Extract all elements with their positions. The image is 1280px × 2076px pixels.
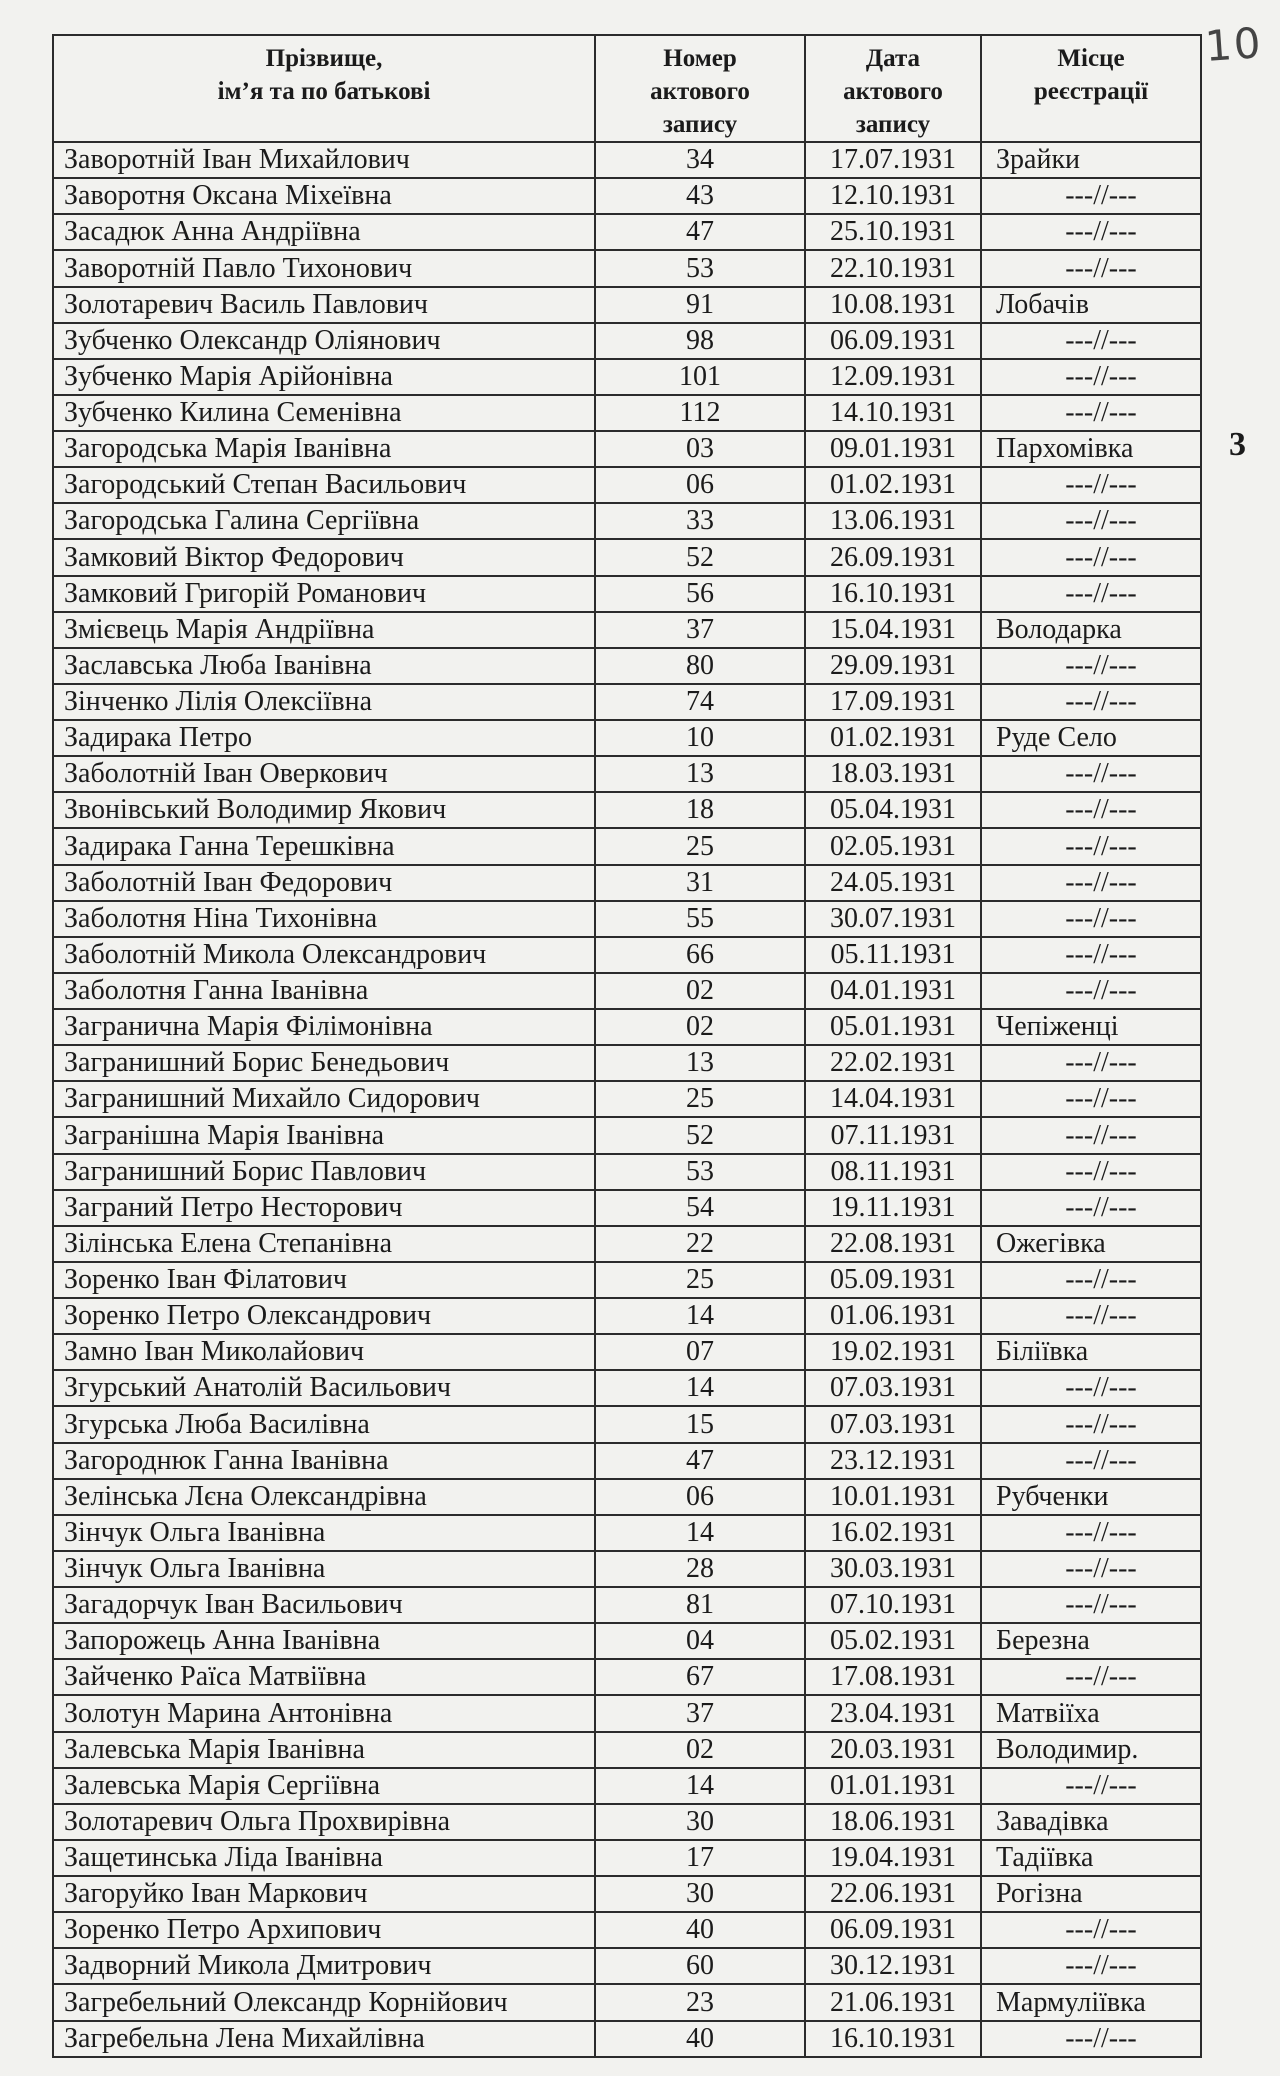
cell-record-date: 07.03.1931 <box>805 1370 981 1406</box>
table-row <box>53 1117 1201 1153</box>
cell-record-date: 24.05.1931 <box>805 865 981 901</box>
table-row <box>53 1804 1201 1840</box>
cell-place: Володимир. <box>981 1732 1201 1768</box>
cell-place: Березна <box>981 1623 1201 1659</box>
cell-name: Задирака Петро <box>53 720 595 756</box>
table-row <box>53 1984 1201 2020</box>
cell-name: Засадюк Анна Андріївна <box>53 214 595 250</box>
cell-record-date: 07.03.1931 <box>805 1406 981 1442</box>
cell-place: Лобачів <box>981 287 1201 323</box>
table-row <box>53 1840 1201 1876</box>
table-row <box>53 1262 1201 1298</box>
cell-record-date: 20.03.1931 <box>805 1732 981 1768</box>
table-row <box>53 1479 1201 1515</box>
cell-place: ---//--- <box>981 1081 1201 1117</box>
table-row <box>53 1515 1201 1551</box>
cell-record-date: 06.09.1931 <box>805 323 981 359</box>
cell-record-date: 01.01.1931 <box>805 1768 981 1804</box>
cell-record-number: 53 <box>595 1154 805 1190</box>
cell-name: Заворотній Іван Михайлович <box>53 142 595 178</box>
cell-record-date: 16.10.1931 <box>805 576 981 612</box>
cell-place: ---//--- <box>981 250 1201 286</box>
header-name: Прізвище, ім’я та по батькові <box>53 35 595 142</box>
cell-record-date: 19.04.1931 <box>805 1840 981 1876</box>
cell-place: Зрайки <box>981 142 1201 178</box>
cell-record-number: 06 <box>595 1479 805 1515</box>
cell-name: Заграний Петро Несторович <box>53 1190 595 1226</box>
cell-name: Золотаревич Василь Павлович <box>53 287 595 323</box>
cell-place: ---//--- <box>981 1190 1201 1226</box>
cell-record-date: 13.06.1931 <box>805 503 981 539</box>
cell-name: Згурський Анатолій Васильович <box>53 1370 595 1406</box>
cell-place: ---//--- <box>981 178 1201 214</box>
cell-record-number: 03 <box>595 431 805 467</box>
cell-record-date: 04.01.1931 <box>805 973 981 1009</box>
table-row <box>53 684 1201 720</box>
cell-place: ---//--- <box>981 1406 1201 1442</box>
cell-name: Заворотня Оксана Міхеївна <box>53 178 595 214</box>
cell-record-date: 09.01.1931 <box>805 431 981 467</box>
table-row <box>53 576 1201 612</box>
cell-record-date: 23.04.1931 <box>805 1695 981 1731</box>
cell-record-date: 05.02.1931 <box>805 1623 981 1659</box>
cell-place: ---//--- <box>981 2021 1201 2058</box>
cell-record-number: 47 <box>595 1443 805 1479</box>
cell-name: Защетинська Ліда Іванівна <box>53 1840 595 1876</box>
cell-place: ---//--- <box>981 1551 1201 1587</box>
cell-place: ---//--- <box>981 1370 1201 1406</box>
cell-name: Зубченко Олександр Оліянович <box>53 323 595 359</box>
cell-record-number: 22 <box>595 1226 805 1262</box>
table-row <box>53 214 1201 250</box>
table-row <box>53 503 1201 539</box>
cell-place: ---//--- <box>981 1298 1201 1334</box>
cell-place: ---//--- <box>981 865 1201 901</box>
cell-record-date: 12.09.1931 <box>805 359 981 395</box>
cell-record-date: 17.08.1931 <box>805 1659 981 1695</box>
cell-record-date: 29.09.1931 <box>805 648 981 684</box>
cell-name: Загоруйко Іван Маркович <box>53 1876 595 1912</box>
cell-record-number: 98 <box>595 323 805 359</box>
cell-record-number: 74 <box>595 684 805 720</box>
cell-name: Задирака Ганна Терешківна <box>53 828 595 864</box>
cell-name: Заболотній Микола Олександрович <box>53 937 595 973</box>
cell-name: Заболотній Іван Федорович <box>53 865 595 901</box>
table-row <box>53 937 1201 973</box>
cell-place: ---//--- <box>981 1659 1201 1695</box>
cell-name: Згурська Люба Василівна <box>53 1406 595 1442</box>
cell-name: Зінчук Ольга Іванівна <box>53 1515 595 1551</box>
cell-record-number: 23 <box>595 1984 805 2020</box>
cell-name: Загородський Степан Васильович <box>53 467 595 503</box>
cell-record-number: 14 <box>595 1370 805 1406</box>
cell-place: ---//--- <box>981 1515 1201 1551</box>
table-row <box>53 1298 1201 1334</box>
table-row <box>53 1948 1201 1984</box>
cell-place: Тадіївка <box>981 1840 1201 1876</box>
cell-name: Загранішна Марія Іванівна <box>53 1117 595 1153</box>
cell-place: ---//--- <box>981 1948 1201 1984</box>
cell-record-date: 26.09.1931 <box>805 539 981 575</box>
cell-record-number: 02 <box>595 1732 805 1768</box>
cell-record-number: 14 <box>595 1768 805 1804</box>
table-row <box>53 1876 1201 1912</box>
table-row <box>53 1912 1201 1948</box>
cell-name: Запорожець Анна Іванівна <box>53 1623 595 1659</box>
cell-record-number: 60 <box>595 1948 805 1984</box>
table-row <box>53 1406 1201 1442</box>
cell-name: Зоренко Петро Олександрович <box>53 1298 595 1334</box>
table-row <box>53 1190 1201 1226</box>
cell-record-number: 13 <box>595 1045 805 1081</box>
cell-record-date: 05.11.1931 <box>805 937 981 973</box>
table-row <box>53 973 1201 1009</box>
cell-name: Замно Іван Миколайович <box>53 1334 595 1370</box>
cell-record-number: 66 <box>595 937 805 973</box>
cell-name: Зелінська Лєна Олександрівна <box>53 1479 595 1515</box>
cell-record-date: 30.03.1931 <box>805 1551 981 1587</box>
table-row <box>53 431 1201 467</box>
cell-place: ---//--- <box>981 1262 1201 1298</box>
cell-place: ---//--- <box>981 756 1201 792</box>
cell-record-date: 14.10.1931 <box>805 395 981 431</box>
cell-name: Залевська Марія Сергіївна <box>53 1768 595 1804</box>
cell-record-date: 18.03.1931 <box>805 756 981 792</box>
table-row <box>53 756 1201 792</box>
cell-record-number: 67 <box>595 1659 805 1695</box>
cell-record-date: 15.04.1931 <box>805 612 981 648</box>
cell-name: Зінчук Ольга Іванівна <box>53 1551 595 1587</box>
table-row <box>53 539 1201 575</box>
cell-record-date: 17.07.1931 <box>805 142 981 178</box>
cell-place: ---//--- <box>981 395 1201 431</box>
cell-place: ---//--- <box>981 792 1201 828</box>
cell-name: Заворотній Павло Тихонович <box>53 250 595 286</box>
cell-record-date: 25.10.1931 <box>805 214 981 250</box>
cell-name: Заболотній Іван Оверкович <box>53 756 595 792</box>
cell-record-number: 40 <box>595 2021 805 2058</box>
cell-name: Змієвець Марія Андріївна <box>53 612 595 648</box>
cell-name: Загородська Марія Іванівна <box>53 431 595 467</box>
table-row <box>53 648 1201 684</box>
cell-record-date: 23.12.1931 <box>805 1443 981 1479</box>
cell-record-date: 07.11.1931 <box>805 1117 981 1153</box>
cell-name: Заславська Люба Іванівна <box>53 648 595 684</box>
table-row <box>53 1045 1201 1081</box>
cell-place: ---//--- <box>981 1443 1201 1479</box>
cell-record-date: 30.07.1931 <box>805 901 981 937</box>
cell-name: Загородська Галина Сергіївна <box>53 503 595 539</box>
table-row <box>53 1623 1201 1659</box>
cell-record-number: 15 <box>595 1406 805 1442</box>
cell-record-date: 14.04.1931 <box>805 1081 981 1117</box>
header-record-date: Дата актового запису <box>805 35 981 142</box>
cell-record-number: 25 <box>595 1081 805 1117</box>
cell-name: Загадорчук Іван Васильович <box>53 1587 595 1623</box>
registry-table <box>52 34 1202 2058</box>
cell-record-date: 05.09.1931 <box>805 1262 981 1298</box>
cell-place: Руде Село <box>981 720 1201 756</box>
table-row <box>53 395 1201 431</box>
table-row <box>53 467 1201 503</box>
table-row <box>53 178 1201 214</box>
cell-record-number: 53 <box>595 250 805 286</box>
header-place: Місце реєстрації <box>981 35 1201 142</box>
table-row <box>53 1587 1201 1623</box>
cell-name: Загранишний Борис Бенедьович <box>53 1045 595 1081</box>
cell-record-number: 37 <box>595 1695 805 1731</box>
cell-record-number: 56 <box>595 576 805 612</box>
cell-record-number: 55 <box>595 901 805 937</box>
cell-record-date: 19.11.1931 <box>805 1190 981 1226</box>
table-row <box>53 1081 1201 1117</box>
cell-record-number: 91 <box>595 287 805 323</box>
cell-place: ---//--- <box>981 828 1201 864</box>
cell-record-number: 30 <box>595 1876 805 1912</box>
cell-name: Замковий Віктор Федорович <box>53 539 595 575</box>
cell-record-date: 18.06.1931 <box>805 1804 981 1840</box>
cell-record-date: 10.01.1931 <box>805 1479 981 1515</box>
cell-place: ---//--- <box>981 1045 1201 1081</box>
cell-place: ---//--- <box>981 648 1201 684</box>
cell-name: Зубченко Марія Арійонівна <box>53 359 595 395</box>
table-row <box>53 287 1201 323</box>
cell-place: ---//--- <box>981 359 1201 395</box>
table-row <box>53 865 1201 901</box>
cell-record-date: 30.12.1931 <box>805 1948 981 1984</box>
cell-record-date: 05.04.1931 <box>805 792 981 828</box>
table-row <box>53 1695 1201 1731</box>
cell-record-number: 81 <box>595 1587 805 1623</box>
cell-record-number: 47 <box>595 214 805 250</box>
cell-record-date: 10.08.1931 <box>805 287 981 323</box>
table-row <box>53 142 1201 178</box>
cell-place: ---//--- <box>981 539 1201 575</box>
table-header-row <box>53 35 1201 142</box>
cell-record-number: 34 <box>595 142 805 178</box>
page-number: 10 <box>1202 18 1264 71</box>
cell-record-date: 05.01.1931 <box>805 1009 981 1045</box>
cell-place: Чепіженці <box>981 1009 1201 1045</box>
cell-record-date: 01.02.1931 <box>805 720 981 756</box>
cell-record-number: 06 <box>595 467 805 503</box>
table-row <box>53 1226 1201 1262</box>
table-row <box>53 2021 1201 2058</box>
cell-name: Задворний Микола Дмитрович <box>53 1948 595 1984</box>
cell-name: Загребельна Лена Михайлівна <box>53 2021 595 2058</box>
cell-record-number: 10 <box>595 720 805 756</box>
cell-record-number: 33 <box>595 503 805 539</box>
cell-record-date: 22.02.1931 <box>805 1045 981 1081</box>
table-row <box>53 323 1201 359</box>
cell-name: Загранишний Михайло Сидорович <box>53 1081 595 1117</box>
table-row <box>53 1334 1201 1370</box>
cell-record-number: 25 <box>595 828 805 864</box>
cell-place: ---//--- <box>981 1912 1201 1948</box>
cell-record-date: 01.02.1931 <box>805 467 981 503</box>
cell-record-date: 22.10.1931 <box>805 250 981 286</box>
cell-record-number: 14 <box>595 1515 805 1551</box>
cell-record-date: 16.02.1931 <box>805 1515 981 1551</box>
cell-record-date: 22.08.1931 <box>805 1226 981 1262</box>
header-record-number: Номер актового запису <box>595 35 805 142</box>
cell-name: Залевська Марія Іванівна <box>53 1732 595 1768</box>
table-row <box>53 1443 1201 1479</box>
cell-place: Ожегівка <box>981 1226 1201 1262</box>
cell-record-number: 02 <box>595 1009 805 1045</box>
cell-name: Зоренко Петро Архипович <box>53 1912 595 1948</box>
cell-place: Мармуліївка <box>981 1984 1201 2020</box>
cell-record-number: 37 <box>595 612 805 648</box>
cell-place: ---//--- <box>981 901 1201 937</box>
table-row <box>53 250 1201 286</box>
cell-record-number: 18 <box>595 792 805 828</box>
cell-name: Замковий Григорій Романович <box>53 576 595 612</box>
table-row <box>53 612 1201 648</box>
cell-place: ---//--- <box>981 1154 1201 1190</box>
cell-record-number: 43 <box>595 178 805 214</box>
side-mark: 3 <box>1229 426 1246 463</box>
cell-record-number: 52 <box>595 539 805 575</box>
cell-name: Заболотня Ганна Іванівна <box>53 973 595 1009</box>
cell-name: Зубченко Килина Семенівна <box>53 395 595 431</box>
cell-name: Золотун Марина Антонівна <box>53 1695 595 1731</box>
cell-record-number: 52 <box>595 1117 805 1153</box>
cell-record-date: 16.10.1931 <box>805 2021 981 2058</box>
cell-record-number: 101 <box>595 359 805 395</box>
cell-record-date: 21.06.1931 <box>805 1984 981 2020</box>
table-row <box>53 828 1201 864</box>
table-row <box>53 1370 1201 1406</box>
cell-name: Загранишний Борис Павлович <box>53 1154 595 1190</box>
cell-place: ---//--- <box>981 973 1201 1009</box>
table-row <box>53 1732 1201 1768</box>
cell-place: Матвіїха <box>981 1695 1201 1731</box>
cell-record-number: 112 <box>595 395 805 431</box>
cell-place: ---//--- <box>981 214 1201 250</box>
cell-name: Зоренко Іван Філатович <box>53 1262 595 1298</box>
cell-record-date: 06.09.1931 <box>805 1912 981 1948</box>
cell-place: ---//--- <box>981 1117 1201 1153</box>
cell-record-number: 17 <box>595 1840 805 1876</box>
table-row <box>53 1154 1201 1190</box>
cell-place: ---//--- <box>981 323 1201 359</box>
cell-name: Зінченко Лілія Олексіївна <box>53 684 595 720</box>
cell-record-date: 01.06.1931 <box>805 1298 981 1334</box>
cell-place: ---//--- <box>981 937 1201 973</box>
cell-record-date: 17.09.1931 <box>805 684 981 720</box>
cell-place: ---//--- <box>981 684 1201 720</box>
cell-name: Зілінська Елена Степанівна <box>53 1226 595 1262</box>
cell-record-date: 22.06.1931 <box>805 1876 981 1912</box>
cell-place: ---//--- <box>981 1587 1201 1623</box>
cell-place: ---//--- <box>981 576 1201 612</box>
cell-place: Завадівка <box>981 1804 1201 1840</box>
cell-record-date: 19.02.1931 <box>805 1334 981 1370</box>
cell-record-number: 14 <box>595 1298 805 1334</box>
cell-record-number: 25 <box>595 1262 805 1298</box>
table-row <box>53 792 1201 828</box>
cell-place: Біліївка <box>981 1334 1201 1370</box>
cell-record-number: 31 <box>595 865 805 901</box>
cell-place: Володарка <box>981 612 1201 648</box>
cell-record-number: 07 <box>595 1334 805 1370</box>
table-row <box>53 901 1201 937</box>
cell-record-number: 80 <box>595 648 805 684</box>
cell-record-date: 12.10.1931 <box>805 178 981 214</box>
table-body <box>53 142 1201 2057</box>
cell-name: Звонівський Володимир Якович <box>53 792 595 828</box>
cell-name: Загороднюк Ганна Іванівна <box>53 1443 595 1479</box>
cell-record-number: 04 <box>595 1623 805 1659</box>
registry-sheet <box>52 34 1200 2058</box>
table-row <box>53 720 1201 756</box>
table-row <box>53 1659 1201 1695</box>
cell-place: Рубченки <box>981 1479 1201 1515</box>
cell-name: Загребельний Олександр Корнійович <box>53 1984 595 2020</box>
cell-record-number: 54 <box>595 1190 805 1226</box>
cell-record-date: 07.10.1931 <box>805 1587 981 1623</box>
cell-place: ---//--- <box>981 503 1201 539</box>
cell-record-number: 02 <box>595 973 805 1009</box>
cell-place: Рогізна <box>981 1876 1201 1912</box>
table-row <box>53 1009 1201 1045</box>
cell-record-number: 30 <box>595 1804 805 1840</box>
cell-place: ---//--- <box>981 467 1201 503</box>
cell-record-number: 40 <box>595 1912 805 1948</box>
table-row <box>53 359 1201 395</box>
cell-record-date: 08.11.1931 <box>805 1154 981 1190</box>
cell-record-date: 02.05.1931 <box>805 828 981 864</box>
cell-name: Заболотня Ніна Тихонівна <box>53 901 595 937</box>
cell-place: ---//--- <box>981 1768 1201 1804</box>
cell-place: Пархомівка <box>981 431 1201 467</box>
cell-name: Загранична Марія Філімонівна <box>53 1009 595 1045</box>
table-row <box>53 1551 1201 1587</box>
cell-record-number: 13 <box>595 756 805 792</box>
cell-record-number: 28 <box>595 1551 805 1587</box>
cell-name: Зайченко Раїса Матвіївна <box>53 1659 595 1695</box>
table-row <box>53 1768 1201 1804</box>
cell-name: Золотаревич Ольга Прохвирівна <box>53 1804 595 1840</box>
